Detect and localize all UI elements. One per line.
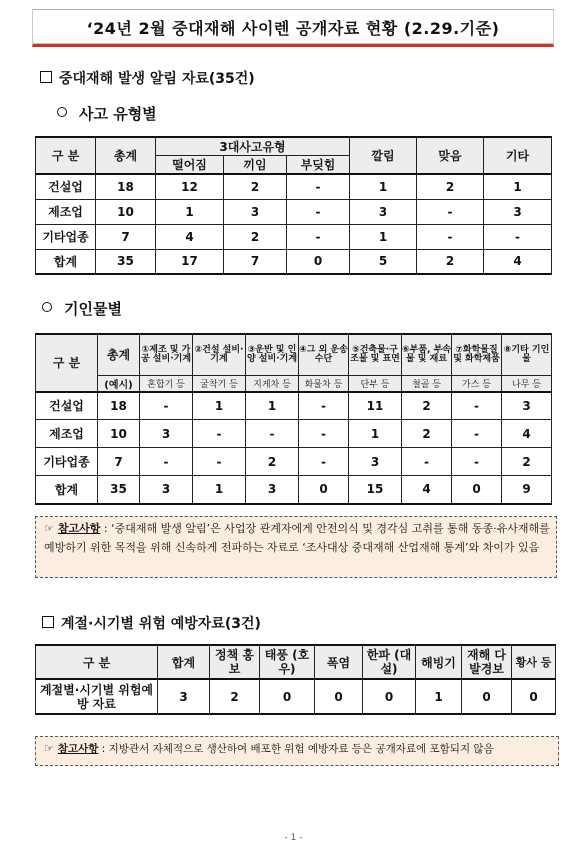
table-cell: 0 (315, 679, 363, 714)
table-cell: 2 (402, 420, 452, 448)
table-cell: 10 (98, 420, 140, 448)
header-crushed: 깔림 (350, 137, 417, 174)
table-cell: 1 (193, 392, 246, 420)
table-cell: 1 (350, 174, 417, 199)
table-cell: 12 (156, 174, 224, 199)
table-cell: 4 (502, 420, 552, 448)
table-cell: 3 (224, 199, 287, 224)
table-cell: - (299, 448, 349, 476)
square-bullet-icon (42, 616, 54, 628)
table-cell: 0 (363, 679, 416, 714)
table-cell: 15 (349, 476, 402, 504)
table-cell: 1 (156, 199, 224, 224)
table-row-total (36, 249, 552, 274)
table-cell: 0 (512, 679, 556, 714)
header-col: ②건설 설비·기계 (193, 334, 246, 375)
table-cell: 2 (417, 249, 484, 274)
table-cell: 1 (246, 392, 299, 420)
row-label: 제조업 (36, 199, 96, 224)
table-cell: 2 (210, 679, 260, 714)
section2-heading: 계절·시기별 위험 예방자료(3건) (42, 613, 261, 633)
header-example: 가스 등 (452, 375, 502, 392)
table-cell: 1 (193, 476, 246, 504)
header-disaster-alert: 재해 다발경보 (462, 645, 512, 679)
table-cell: 2 (224, 174, 287, 199)
header-category: 구 분 (36, 137, 96, 174)
table-cell: 0 (462, 679, 512, 714)
title-box (32, 9, 554, 47)
table-cell: 7 (224, 249, 287, 274)
table-cell: 1 (416, 679, 462, 714)
header-col: ①제조 및 가공 설비·기계 (140, 334, 193, 375)
table-cell: 4 (402, 476, 452, 504)
table-cell: - (287, 199, 350, 224)
header-example: 화물차 등 (299, 375, 349, 392)
table-row (36, 199, 552, 224)
table-row (36, 224, 552, 249)
table-cell: 2 (417, 174, 484, 199)
header-heatwave: 폭염 (315, 645, 363, 679)
table-cell: 4 (156, 224, 224, 249)
table-cell: 17 (156, 249, 224, 274)
table-cell: - (140, 392, 193, 420)
table-cell: 0 (260, 679, 315, 714)
table-cell: 2 (502, 448, 552, 476)
table-cell: - (193, 420, 246, 448)
circle-bullet-icon (42, 302, 52, 312)
table-cell: - (287, 174, 350, 199)
table-cell: 9 (502, 476, 552, 504)
row-label: 합계 (36, 476, 98, 504)
row-label: 기타업종 (36, 448, 98, 476)
row-label: 건설업 (36, 392, 98, 420)
header-category: 구 분 (36, 645, 158, 679)
table-row (36, 174, 552, 199)
header-col: ⑧기타 기인물 (502, 334, 552, 375)
table-cell: 35 (96, 249, 156, 274)
page-number: - 1 - (284, 833, 303, 843)
header-total: 합계 (158, 645, 210, 679)
header-caught: 끼임 (224, 156, 287, 175)
reference-note-1 (35, 516, 557, 578)
table-cell: 2 (246, 448, 299, 476)
table-cell: - (299, 392, 349, 420)
header-example: 지게차 등 (246, 375, 299, 392)
table-cell: 3 (140, 476, 193, 504)
table-cell: 18 (96, 174, 156, 199)
section1-heading: 중대재해 발생 알림 자료(35건) (40, 68, 255, 88)
table-cell: 0 (299, 476, 349, 504)
note-text: : 지방관서 자체적으로 생산하여 배포한 위험 예방자료 등은 공개자료에 포함되지 않음 (98, 743, 494, 755)
table-cell: 3 (502, 392, 552, 420)
row-label: 기타업종 (36, 224, 96, 249)
header-typhoon: 태풍 (호우) (260, 645, 315, 679)
page-title: ‘24년 2월 중대재해 사이렌 공개자료 현황 (2.29.기준) (86, 19, 500, 38)
table-cell: - (299, 420, 349, 448)
table-cell: - (417, 199, 484, 224)
header-total: 총계 (96, 137, 156, 174)
header-col: ③운반 및 인양 설비·기계 (246, 334, 299, 375)
table-cell: 4 (484, 249, 552, 274)
table-row-total (36, 476, 552, 504)
note-text: : ‘중대재해 발생 알림’은 사업장 관계자에게 안전의식 및 경각심 고취를 통해 동종·유사재해를 예방하기 위한 목적을 위해 신속하게 전파하는 자료로 ‘조사대상 중대재해 산업재해 통계’와 차이가 있음 (44, 522, 550, 554)
header-example: 굴착기 등 (193, 375, 246, 392)
table-cell: - (287, 224, 350, 249)
accident-type-subheading: 사고 유형별 (57, 103, 157, 124)
table-cell: 3 (140, 420, 193, 448)
table-cell: 7 (96, 224, 156, 249)
table-cell: - (402, 448, 452, 476)
header-other: 기타 (484, 137, 552, 174)
table-cell: 2 (224, 224, 287, 249)
table-cell: 35 (98, 476, 140, 504)
table-row (36, 420, 552, 448)
header-example: 단부 등 (349, 375, 402, 392)
table-cell: 3 (350, 199, 417, 224)
header-group: 3대사고유형 (156, 137, 350, 156)
table-row (36, 679, 556, 714)
reference-note-2 (35, 736, 559, 766)
table-cell: 0 (452, 476, 502, 504)
table-cell: 10 (96, 199, 156, 224)
note-label: 참고사항 (57, 522, 101, 535)
table-cell: 3 (246, 476, 299, 504)
header-hit: 맞음 (417, 137, 484, 174)
row-label: 제조업 (36, 420, 98, 448)
cause-object-table (35, 333, 552, 505)
header-example: 철골 등 (402, 375, 452, 392)
header-total: 총계 (98, 334, 140, 375)
table-cell: - (452, 392, 502, 420)
header-category: 구 분 (36, 334, 98, 392)
table-cell: 7 (98, 448, 140, 476)
header-policy: 정책 홍보 (210, 645, 260, 679)
table-cell: - (452, 448, 502, 476)
table-row (36, 448, 552, 476)
table-cell: 11 (349, 392, 402, 420)
header-col: ⑤건축물·구조물 및 표면 (349, 334, 402, 375)
circle-bullet-icon (57, 107, 67, 117)
row-label: 건설업 (36, 174, 96, 199)
header-col: ⑥부품, 부속물 및 재료 (402, 334, 452, 375)
header-coldwave: 한파 (대설) (363, 645, 416, 679)
square-bullet-icon (40, 71, 52, 83)
header-fall: 떨어짐 (156, 156, 224, 175)
note-label: 참고사항 (57, 743, 99, 755)
header-example: 혼합기 등 (140, 375, 193, 392)
header-col: ⑦화학물질 및 화학제품 (452, 334, 502, 375)
table-cell: - (452, 420, 502, 448)
pointing-hand-icon: ☞ (44, 742, 54, 755)
table-cell: - (246, 420, 299, 448)
header-thaw: 해빙기 (416, 645, 462, 679)
table-cell: 1 (350, 224, 417, 249)
table-cell: 5 (350, 249, 417, 274)
table-cell: - (417, 224, 484, 249)
table-cell: 1 (484, 174, 552, 199)
table-cell: 18 (98, 392, 140, 420)
table-cell: 1 (349, 420, 402, 448)
table-cell: 0 (287, 249, 350, 274)
row-label: 계절별·시기별 위험예방 자료 (36, 679, 158, 714)
accident-type-table (35, 136, 552, 275)
header-col: ④그 외 운송수단 (299, 334, 349, 375)
pointing-hand-icon: ☞ (44, 522, 54, 535)
table-cell: 2 (402, 392, 452, 420)
table-cell: - (193, 448, 246, 476)
header-example: 나무 등 (502, 375, 552, 392)
row-label: 합계 (36, 249, 96, 274)
header-struck: 부딪힘 (287, 156, 350, 175)
table-cell: 3 (484, 199, 552, 224)
table-cell: - (484, 224, 552, 249)
table-cell: 3 (349, 448, 402, 476)
cause-object-subheading: 기인물별 (42, 298, 122, 319)
table-cell: - (140, 448, 193, 476)
header-example-label: (예시) (98, 375, 140, 392)
seasonal-table (35, 644, 556, 715)
header-yellow-dust: 황사 등 (512, 645, 556, 679)
table-row (36, 392, 552, 420)
table-cell: 3 (158, 679, 210, 714)
